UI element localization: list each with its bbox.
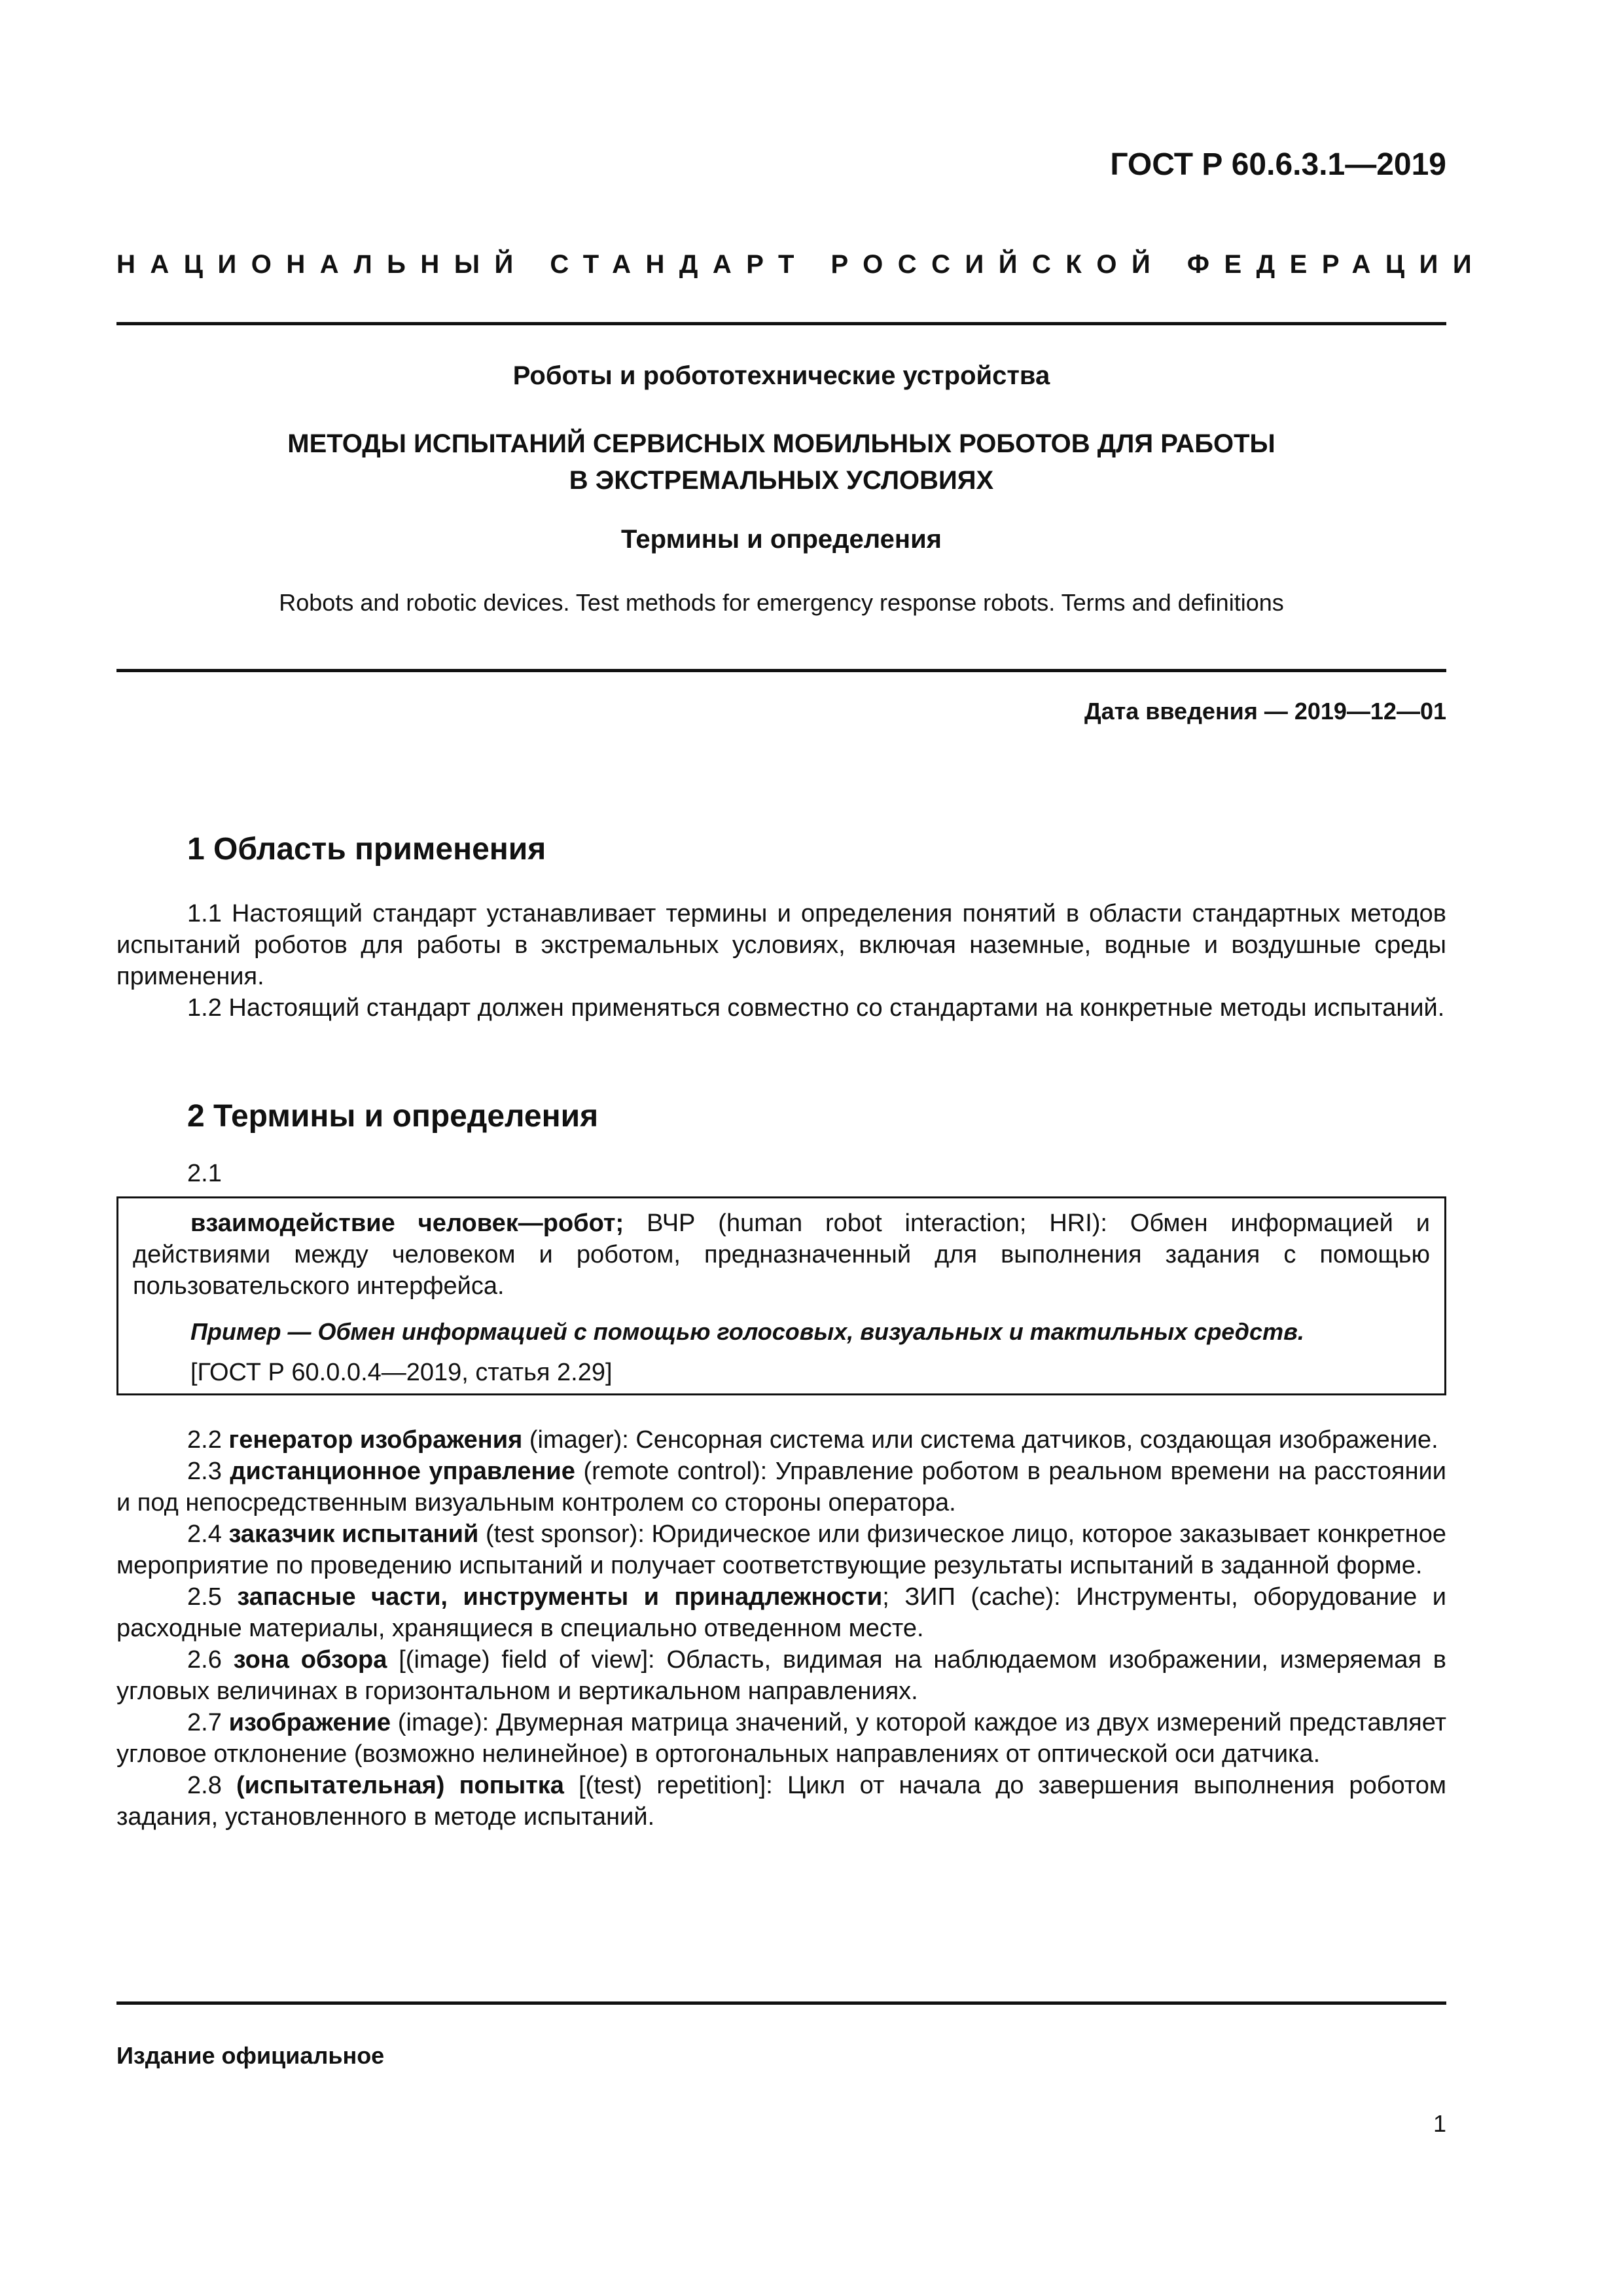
- term-2-1-example: Пример — Обмен информацией с помощью голосовых, визуальных и тактильных средств.: [190, 1318, 1304, 1345]
- term-entry: [116, 1707, 1446, 1770]
- footer-divider: [116, 2001, 1446, 2005]
- term-name: дистанционное управление: [230, 1458, 575, 1485]
- term-2-1-definition-paragraph: [133, 1208, 1430, 1302]
- term-2-1-reference: [ГОСТ Р 60.0.0.4—2019, статья 2.29]: [190, 1359, 613, 1386]
- page-number: 1: [1433, 2110, 1446, 2137]
- term-definition: (imager): Сенсорная система или система датчиков, создающая изображение.: [522, 1426, 1438, 1454]
- section-2-heading: 2 Термины и определения: [187, 1099, 599, 1134]
- term-definition: (test sponsor): Юридическое или физическое лицо, которое заказывает конкретное мероприятие по проведению испытаний и получает соответствующие результаты испытаний в заданной форме.: [116, 1520, 1446, 1579]
- edition-label: Издание официальное: [116, 2042, 385, 2069]
- title-group: Роботы и робототехнические устройства: [512, 361, 1050, 390]
- term-number: 2.2: [187, 1426, 229, 1454]
- term-definition: [(image) field of view]: Область, видимая на наблюдаемом изображении, измеряемая в угловых величинах в горизонтальном и вертикальном направлениях.: [116, 1646, 1446, 1705]
- subtitle: Термины и определения: [620, 525, 942, 554]
- term-name: (испытательная) попытка: [236, 1772, 564, 1799]
- term-number: 2.3: [187, 1458, 230, 1485]
- term-entry: [116, 1424, 1446, 1456]
- paragraph-1-1: 1.1 Настоящий стандарт устанавливает термины и определения понятий в области стандартных методов испытаний роботов для работы в экстремальных условиях, включая наземные, водные и воздушные среды применения.: [116, 900, 1446, 990]
- term-definition: [(test) repetition]: Цикл от начала до завершения выполнения роботом задания, установленного в методе испытаний.: [116, 1772, 1447, 1831]
- section-1-heading: 1 Область применения: [187, 832, 546, 867]
- term-2-1-number: 2.1: [187, 1160, 222, 1187]
- term-name: зона обзора: [233, 1646, 387, 1674]
- main-title-line-1: МЕТОДЫ ИСПЫТАНИЙ СЕРВИСНЫХ МОБИЛЬНЫХ РОБОТОВ ДЛЯ РАБОТЫ: [287, 429, 1275, 458]
- term-name: генератор изображения: [228, 1426, 523, 1454]
- term-definition: ; ЗИП (cache): Инструменты, оборудование и расходные материалы, хранящиеся в специально отведенном месте.: [116, 1583, 1446, 1642]
- term-name: заказчик испытаний: [228, 1520, 479, 1548]
- term-number: 2.7: [187, 1709, 229, 1736]
- term-entry: [116, 1644, 1446, 1707]
- term-number: 2.8: [187, 1772, 236, 1799]
- term-number: 2.4: [187, 1520, 229, 1548]
- term-name: запасные части, инструменты и принадлежности: [237, 1583, 883, 1611]
- english-title: Robots and robotic devices. Test methods for emergency response robots. Terms and definitions: [279, 589, 1284, 616]
- term-entry: [116, 1456, 1446, 1518]
- term-2-1-box: [116, 1196, 1446, 1395]
- main-title-line-2: В ЭКСТРЕМАЛЬНЫХ УСЛОВИЯХ: [569, 466, 994, 495]
- term-2-1-term: взаимодействие человек—робот;: [190, 1210, 624, 1237]
- introduction-date: Дата введения — 2019—12—01: [1084, 698, 1446, 725]
- document-number: ГОСТ Р 60.6.3.1—2019: [1110, 147, 1446, 182]
- term-2-1-definition: ВЧР (human robot interaction; HRI): Обмен информацией и действиями между человеком и роботом, предназначенный для выполнения задания с помощью пользовательского интерфейса.: [133, 1210, 1430, 1300]
- paragraph-1-2: 1.2 Настоящий стандарт должен применяться совместно со стандартами на конкретные методы испытаний.: [187, 994, 1445, 1022]
- terms-list: [116, 1424, 1446, 1833]
- term-number: 2.5: [187, 1583, 238, 1611]
- term-entry: [116, 1581, 1446, 1644]
- term-definition: (image): Двумерная матрица значений, у которой каждое из двух измерений представляет угловое отклонение (возможно нелинейное) в ортогональных направлениях от оптической оси датчика.: [116, 1709, 1446, 1768]
- main-title: [116, 425, 1446, 499]
- term-entry: [116, 1518, 1446, 1581]
- title-divider: [116, 669, 1446, 672]
- header-divider: [116, 322, 1446, 325]
- term-definition: (remote control): Управление роботом в реальном времени на расстоянии и под непосредственным визуальным контролем со стороны оператора.: [116, 1458, 1447, 1516]
- national-standard-banner: НАЦИОНАЛЬНЫЙ СТАНДАРТ РОССИЙСКОЙ ФЕДЕРАЦИИ: [116, 250, 1487, 279]
- term-entry: [116, 1770, 1446, 1833]
- term-number: 2.6: [187, 1646, 234, 1674]
- section-1-body: [116, 898, 1446, 1024]
- term-name: изображение: [228, 1709, 391, 1736]
